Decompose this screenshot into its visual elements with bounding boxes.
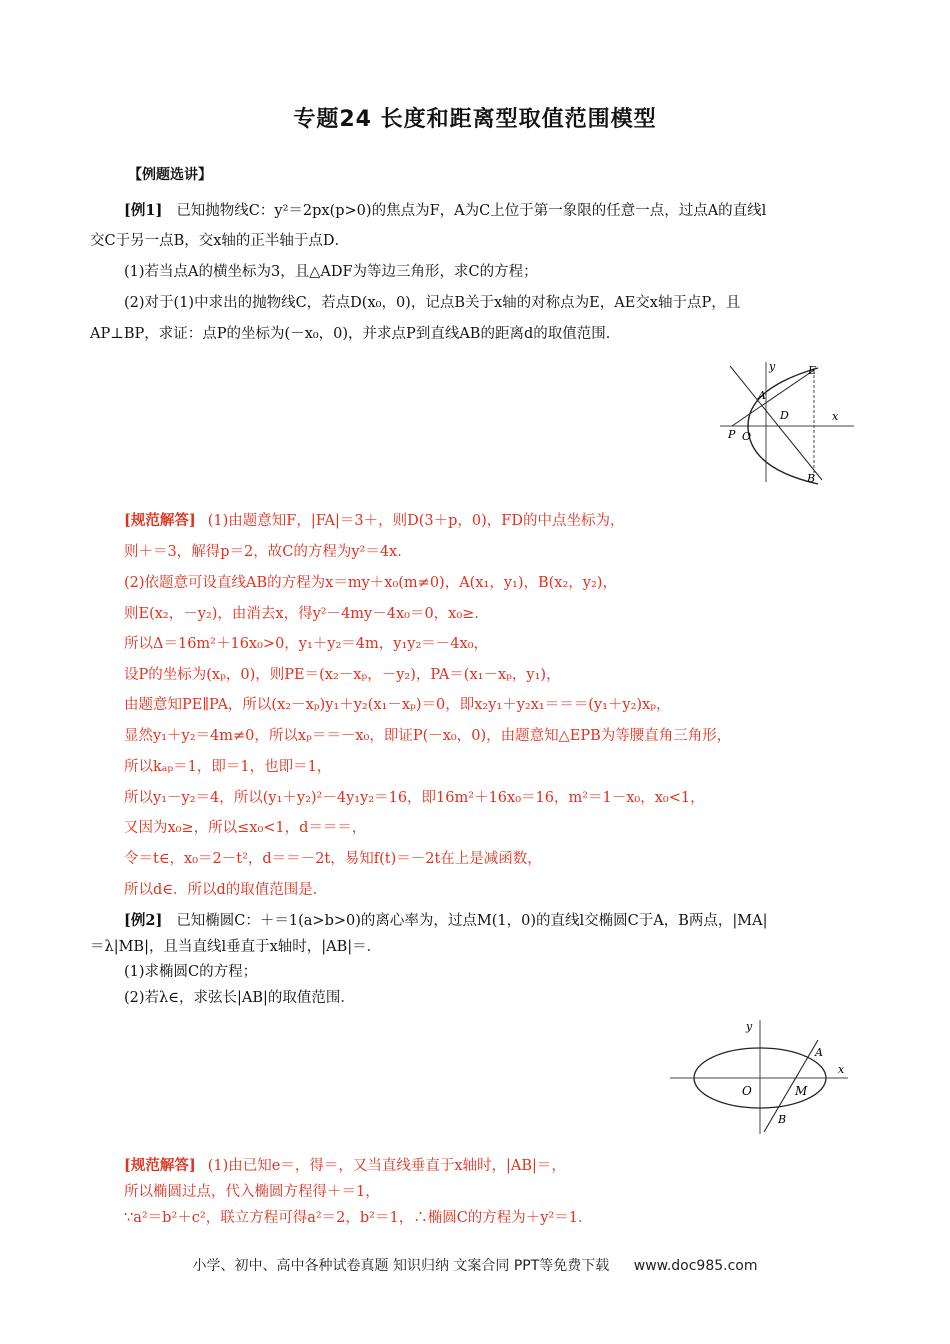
label-x: x xyxy=(832,410,839,423)
solution-2-text: (1)由已知e＝，得＝，又当直线垂直于x轴时，|AB|＝， xyxy=(207,1158,566,1174)
solution-1-line-5: 所以Δ＝16m²＋16x₀>0，y₁＋y₂＝4m，y₁y₂＝－4x₀， xyxy=(124,636,489,652)
solution-1-line-2: 则＋＝3，解得p＝2，故C的方程为y²＝4x． xyxy=(124,544,412,560)
solution-1-line-7: 由题意知PE∥PA，所以(x₂－xₚ)y₁＋y₂(x₁－xₚ)＝0，即x₂y₁＋y₂x₁＝＝＝(y₁＋y₂)xₚ， xyxy=(124,697,671,713)
label-e: E xyxy=(808,364,817,377)
label-y: y xyxy=(746,1020,753,1033)
label-d: D xyxy=(780,409,789,422)
example-2-question-2: (2)若λ∈，求弦长|AB|的取值范围． xyxy=(124,990,355,1006)
example-2-line-1 xyxy=(124,909,767,930)
page-title: 专题24 长度和距离型取值范围模型 xyxy=(293,107,657,132)
solution-2-line-2: 所以椭圆过点，代入椭圆方程得＋＝1， xyxy=(124,1184,380,1200)
line-pe xyxy=(732,370,814,426)
page-footer xyxy=(0,1255,950,1275)
solution-1-label: [规范解答] xyxy=(124,512,196,529)
line-l xyxy=(764,1040,818,1132)
solution-1-line-6: 设P的坐标为(xₚ，0)，则PE＝(x₂－xₚ，－y₂)，PA＝(x₁－xₚ，y₁)， xyxy=(124,667,561,683)
parabola-figure xyxy=(718,358,858,486)
solution-1-line-4: 则E(x₂，－y₂)，由消去x，得y²－4my－4x₀＝0，x₀≥． xyxy=(124,606,489,622)
label-b: B xyxy=(807,472,816,485)
example-1-question-1: (1)若当点A的横坐标为3，且△ADF为等边三角形，求C的方程； xyxy=(124,264,538,280)
example-1-question-2b: AP⊥BP，求证：点P的坐标为(－x₀，0)，并求点P到直线AB的距离d的取值范围． xyxy=(90,326,621,342)
example-1-line-1 xyxy=(124,199,766,220)
ellipse-figure xyxy=(668,1018,852,1136)
label-a: A xyxy=(815,1046,823,1059)
label-o: O xyxy=(742,430,752,443)
solution-2-label: [规范解答] xyxy=(124,1157,196,1174)
label-p: P xyxy=(728,428,736,441)
footer-link[interactable]: www.doc985.com xyxy=(633,1258,758,1274)
example-2-line-2: ＝λ|MB|，且当直线l垂直于x轴时，|AB|＝． xyxy=(90,939,382,955)
solution-1-text: (1)由题意知F，|FA|＝3＋，则D(3＋p，0)，FD的中点坐标为， xyxy=(207,513,625,529)
label-b: B xyxy=(778,1113,787,1126)
example-2-question-1: (1)求椭圆C的方程； xyxy=(124,964,258,980)
example-1-label: [例1] xyxy=(124,202,163,219)
example-2-text: 已知椭圆C：＋＝1(a>b>0)的离心率为，过点M(1，0)的直线l交椭圆C于A，B两点，|MA| xyxy=(176,913,768,929)
section-heading: 【例题选讲】 xyxy=(128,167,212,183)
solution-1-line-8: 显然y₁＋y₂＝4m≠0，所以xₚ＝＝－x₀，即证P(－x₀，0)，由题意知△EPB为等腰直角三角形， xyxy=(124,728,732,744)
example-1-line-2: 交C于另一点B，交x轴的正半轴于点D． xyxy=(90,233,350,249)
example-1-question-2a: (2)对于(1)中求出的抛物线C，若点D(x₀，0)，记点B关于x轴的对称点为E，AE交x轴于点P，且 xyxy=(124,295,741,311)
solution-1-line-12: 令＝t∈，x₀＝2－t²，d＝＝－2t，易知f(t)＝－2t在上是减函数， xyxy=(124,851,542,867)
solution-1-line-11: 又因为x₀≥，所以≤x₀<1，d＝＝＝， xyxy=(124,820,367,836)
solution-1-line-1 xyxy=(124,509,624,530)
label-x: x xyxy=(838,1063,845,1076)
example-1-text: 已知抛物线C：y²＝2px(p>0)的焦点为F，A为C上位于第一象限的任意一点，过点A的直线l xyxy=(176,203,767,219)
solution-1-line-13: 所以d∈．所以d的取值范围是． xyxy=(124,882,328,898)
line-ab xyxy=(730,366,822,480)
solution-2-line-3: ∵a²＝b²＋c²，联立方程可得a²＝2，b²＝1，∴椭圆C的方程为＋y²＝1． xyxy=(124,1210,593,1226)
solution-1-line-3: (2)依题意可设直线AB的方程为x＝my＋x₀(m≠0)，A(x₁，y₁)，B(x₂，y₂)， xyxy=(124,575,617,591)
footer-text: 小学、初中、高中各种试卷真题 知识归纳 文案合同 PPT等免费下载 xyxy=(192,1258,610,1274)
example-2-label: [例2] xyxy=(124,912,163,929)
label-m: M xyxy=(795,1084,808,1098)
label-y: y xyxy=(769,360,776,373)
solution-1-line-10: 所以y₁－y₂＝4，所以(y₁＋y₂)²－4y₁y₂＝16，即16m²＋16x₀＝16，m²＝1－x₀，x₀<1， xyxy=(124,790,705,806)
solution-2-line-1 xyxy=(124,1154,566,1175)
solution-1-line-9: 所以kₐₚ＝1，即＝1，也即＝1， xyxy=(124,759,332,775)
label-a: A xyxy=(758,389,766,402)
label-o: O xyxy=(742,1084,752,1098)
